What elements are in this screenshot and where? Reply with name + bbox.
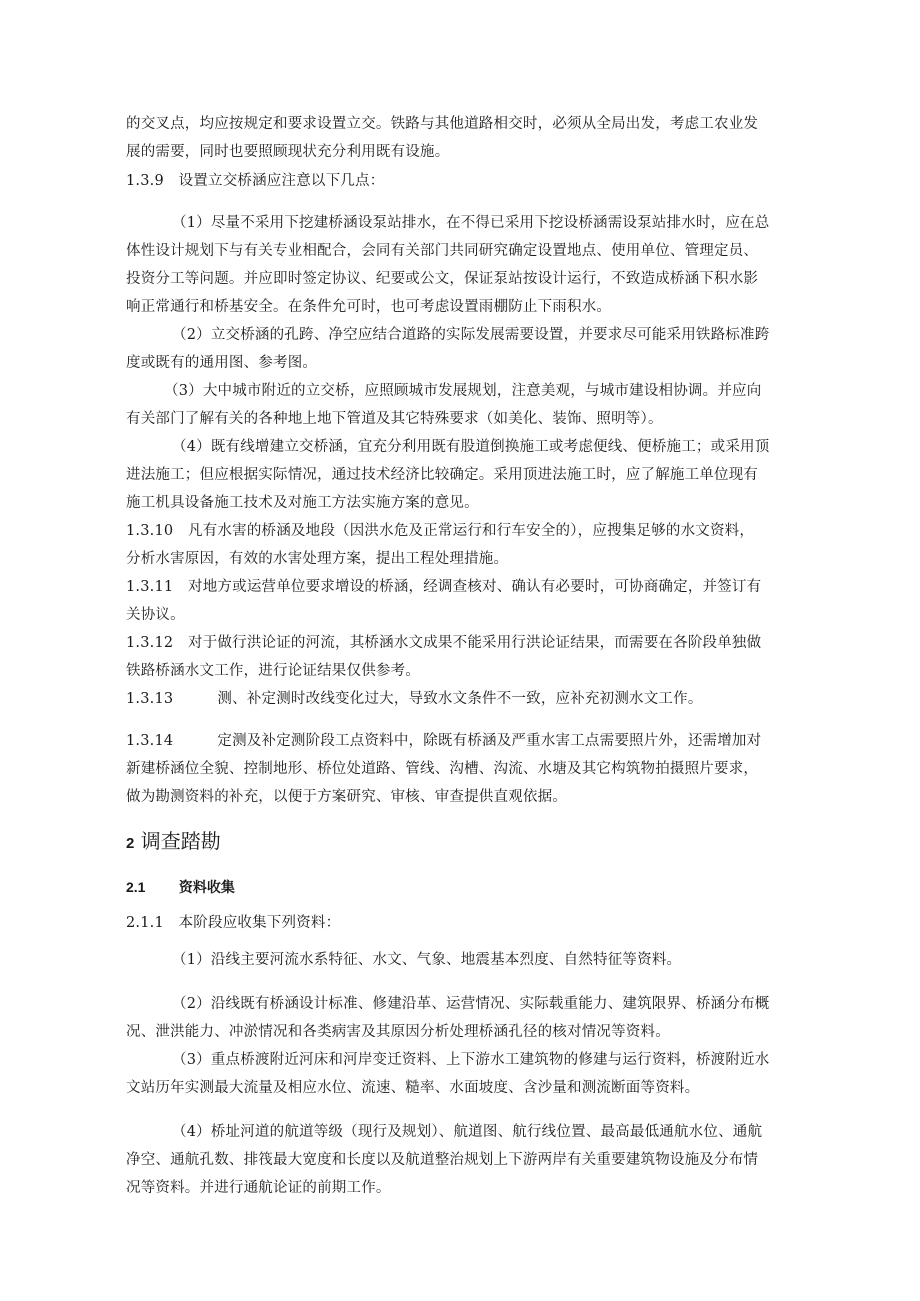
clause-1-3-10: 分析水害原因，有效的水害处理方案，提出工程处理措施。 [126,551,509,567]
subsection-heading-2-1 [126,877,235,898]
list-item-2: （2）沿线既有桥涵设计标准、修建沿革、运营情况、实际载重能力、建筑限界、桥涵分布概 [172,996,770,1012]
section-title: 调查踏勘 [140,829,221,853]
clause-1-3-12: 铁路桥涵水文工作，进行论证结果仅供参考。 [126,663,420,679]
clause-1-3-13: 1.3.13 测、补定测时改线变化过大，导致水文条件不一致，应补充初测水文工作。 [126,691,703,707]
list-item-1: （1）沿线主要河流水系特征、水文、气象、地震基本烈度、自然特征等资料。 [172,952,682,968]
clause-2-1-1: 2.1.1 本阶段应收集下列资料： [126,915,341,931]
item-1-line: （1）尽量不采用下挖建桥涵设泵站排水，在不得已采用下挖设桥涵需设泵站排水时，应在总 [172,215,770,231]
section-heading-2 [126,826,221,859]
item-4-line: 施工机具设备施工技术及对施工方法实施方案的意见。 [126,495,479,511]
list-item-4: 净空、通航孔数、排筏最大宽度和长度以及航道整治规划上下游两岸有关重要建筑物设施及分布情 [126,1152,759,1168]
list-item-2: 况、泄洪能力、冲淤情况和各类病害及其原因分析处理桥涵孔径的核对情况等资料。 [126,1024,670,1040]
section-number: 2 [126,835,135,852]
item-4-line: 进法施工；但应根据实际情况，通过技术经济比较确定。采用顶进法施工时，应了解施工单位现有 [126,467,759,483]
clause-1-3-11: 关协议。 [126,607,185,623]
subsection-title: 资料收集 [178,880,235,896]
item-1-line: 体性设计规划下与有关专业相配合，会同有关部门共同研究确定设置地点、使用单位、管理定员、 [126,243,759,259]
item-3-line: （3）大中城市附近的立交桥，应照顾城市发展规划，注意美观，与城市建设相协调。并应向 [164,383,762,399]
item-1-line: 响正常通行和桥基安全。在条件允可时，也可考虑设置雨棚防止下雨积水。 [126,299,612,315]
subsection-number: 2.1 [126,879,146,895]
list-item-4: 况等资料。并进行通航论证的前期工作。 [126,1180,391,1196]
item-2-line: 度或既有的通用图、参考图。 [126,355,318,371]
item-3-line: 有关部门了解有关的各种地上地下管道及其它特殊要求（如美化、装饰、照明等）。 [126,411,663,427]
clause-1-3-11: 1.3.11 对地方或运营单位要求增设的桥涵，经调查核对、确认有必要时，可协商确定，并签订有 [126,579,762,595]
item-2-line: （2）立交桥涵的孔跨、净空应结合道路的实际发展需要设置，并要求尽可能采用铁路标准跨 [172,327,770,343]
item-1-line: 投资分工等问题。并应即时签定协议、纪要或公文，保证泵站按设计运行，不致造成桥涵下积水影 [126,271,759,287]
item-4-line: （4）既有线增建立交桥涵，宜充分利用既有股道倒换施工或考虑便线、便桥施工；或采用顶 [172,439,770,455]
list-item-3: （3）重点桥渡附近河床和河岸变迁资料、上下游水工建筑物的修建与运行资料，桥渡附近水 [172,1052,770,1068]
list-item-3: 文站历年实测最大流量及相应水位、流速、糙率、水面坡度、含沙量和测流断面等资料。 [126,1080,700,1096]
clause-1-3-14: 做为勘测资料的补充，以便于方案研究、审核、审查提供直观依据。 [126,789,567,805]
clause-1-3-10: 1.3.10 凡有水害的桥涵及地段（因洪水危及正常运行和行车安全的），应搜集足够的水文资料， [126,523,755,539]
paragraph-line: 展的需要，同时也要照顾现状充分利用既有设施。 [126,144,450,160]
clause-1-3-9: 1.3.9 设置立交桥涵应注意以下几点： [126,173,385,189]
clause-1-3-12: 1.3.12 对于做行洪论证的河流，其桥涵水文成果不能采用行洪论证结果，而需要在各阶段单独做 [126,635,762,651]
clause-1-3-14: 1.3.14 定测及补定测阶段工点资料中，除既有桥涵及严重水害工点需要照片外，还需增加对 [126,733,762,749]
list-item-4: （4）桥址河道的航道等级（现行及规划）、航道图、航行线位置、最高最低通航水位、通航 [172,1124,763,1140]
paragraph-line: 的交叉点，均应按规定和要求设置立交。铁路与其他道路相交时，必须从全局出发，考虑工农业发 [126,116,759,132]
clause-1-3-14: 新建桥涵位全貌、控制地形、桥位处道路、管线、沟槽、沟流、水塘及其它构筑物拍摄照片要求， [126,761,759,777]
